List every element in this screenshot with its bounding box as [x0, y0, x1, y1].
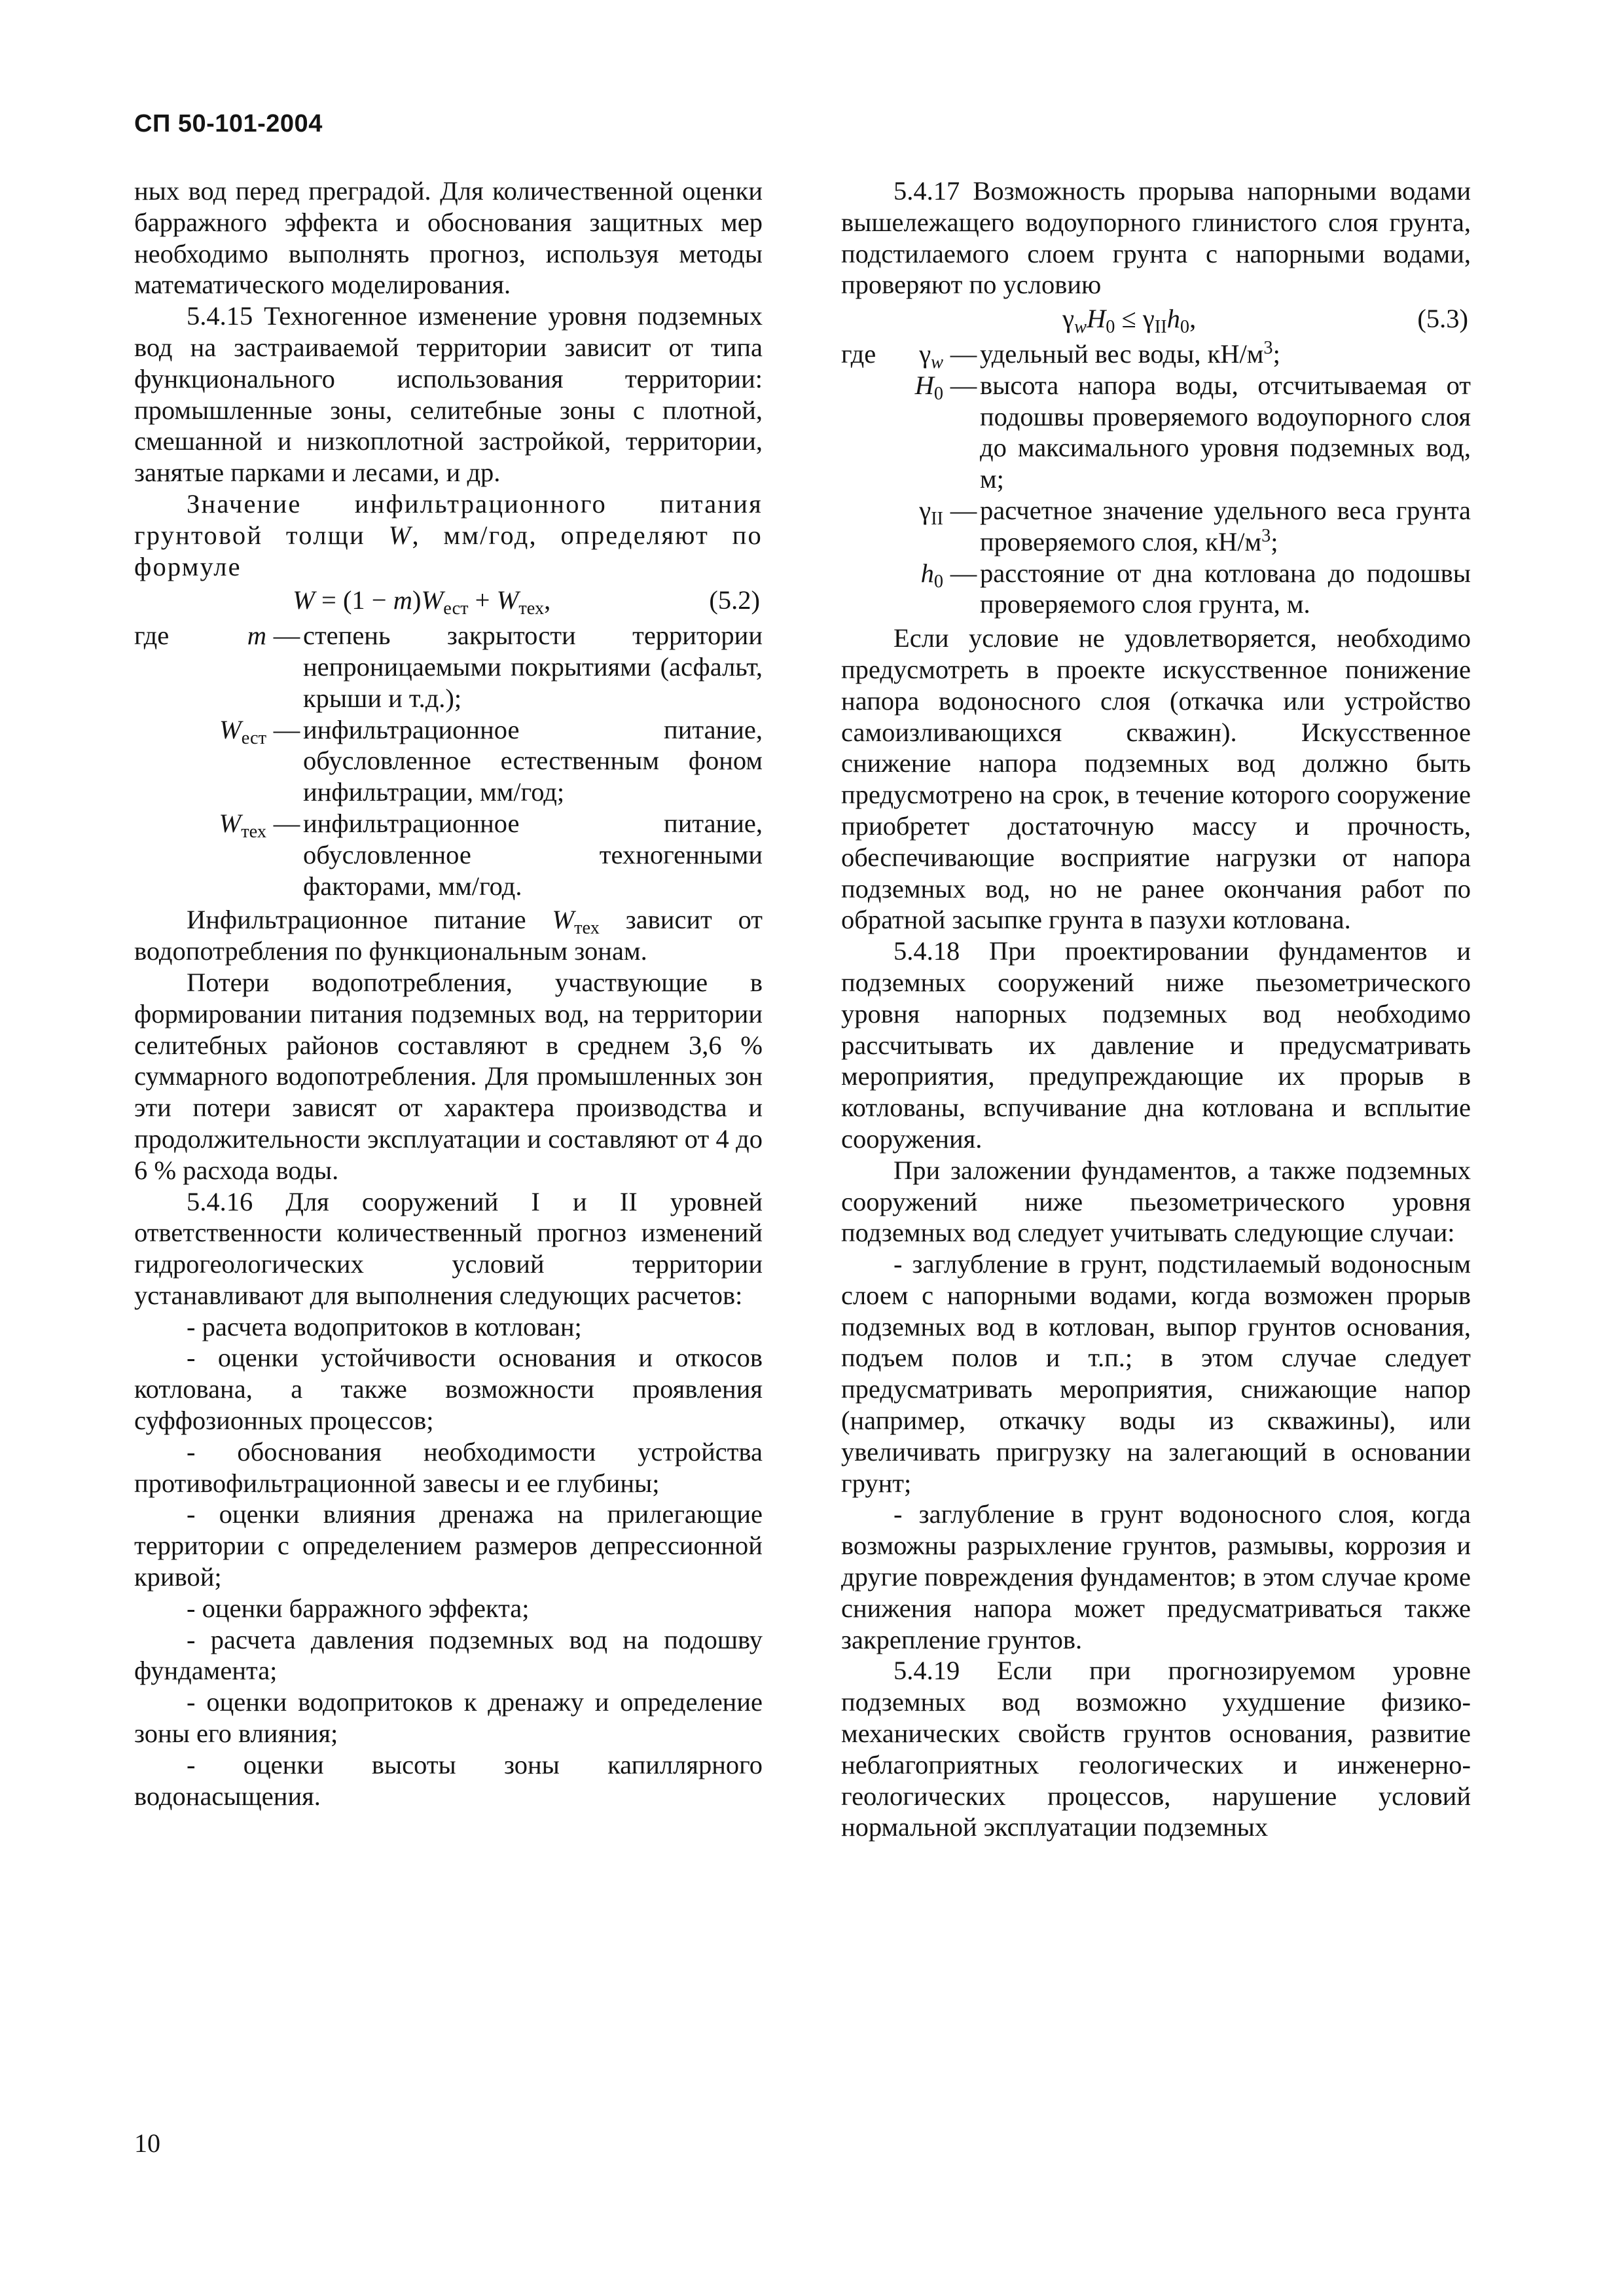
list-item: - расчета давления подземных вод на подошву фундамента; [134, 1624, 763, 1686]
definition-row: $W_{тех}$ — инфильтрационное питание, обусловленное техногенными факторами, мм/год. [219, 808, 763, 901]
list-item: - оценки водопритоков к дренажу и определение зоны его влияния; [134, 1687, 763, 1749]
variable-definitions [841, 338, 1471, 620]
formula-5-2: $W = (1 - m)W_{ест} + W_{тех}$, (5.2) [134, 585, 763, 616]
list-item: - обоснования необходимости устройства противофильтрационной завесы и ее глубины; [134, 1436, 763, 1498]
paragraph-5-4-19: 5.4.19 Если при прогнозируемом уровне подземных вод возможно ухудшение физико-механических свойств грунтов основания, развитие неблагоприятных геологических и инженерно-геологических процессов, нарушение условий нормальной эксплуатации подземных [841, 1656, 1471, 1842]
formula-number: (5.3) [1417, 304, 1468, 334]
definition-row: $H_0$ — высота напора воды, отсчитываемая от подошвы проверяемого водоупорного слоя до максимального уровня подземных вод, м; [914, 370, 1471, 494]
paragraph-5-4-17: 5.4.17 Возможность прорыва напорными водами вышележащего водоупорного глинистого слоя грунта, подстилаемого слоем грунта с напорными водами, проверяют по условию [841, 176, 1471, 300]
list-item: - расчета водопритоков в котлован; [187, 1311, 582, 1341]
paragraph: Инфильтрационное питание $W_{тех}$ зависит от водопотребления по функциональным зонам. [134, 905, 763, 966]
right-column [841, 175, 1471, 1843]
list-item: - заглубление в грунт водоносного слоя, когда возможны разрыхление грунтов, размывы, коррозия и другие повреждения фундаментов; в этом случае кроме снижения напора может предусматриваться также закрепление грунтов. [841, 1499, 1471, 1654]
paragraph: Потери водопотребления, участвующие в формировании питания подземных вод, на территории селитебных районов составляют в среднем 3,6 % суммарного водопотребления. Для промышленных зон эти потери зависят от характера производства и продолжительности эксплуатации и составляют от 4 до 6 % расхода воды. [134, 967, 763, 1185]
list-item: - оценки влияния дренажа на прилегающие территории с определением размеров депрессионной кривой; [134, 1499, 763, 1592]
list-item: - оценки барражного эффекта; [187, 1593, 530, 1623]
paragraph-5-4-16: 5.4.16 Для сооружений I и II уровней ответственности количественный прогноз изменений гидрогеологических условий территории устанавливают для выполнения следующих расчетов: [134, 1186, 763, 1310]
list-item: - оценки устойчивости основания и откосов котлована, а также возможности проявления суффозионных процессов; [134, 1343, 763, 1436]
paragraph: Значение инфильтрационного питания грунтовой толщи W, мм/год, определяют по формуле [134, 488, 763, 581]
formula-5-3: $\gamma_wH_0 \le \gamma_{II}h_0$, (5.3) [841, 303, 1471, 335]
list-item: - оценки высоты зоны капиллярного водонасыщения. [134, 1749, 763, 1811]
left-column [134, 175, 763, 1812]
paragraph: При заложении фундаментов, а также подземных сооружений ниже пьезометрического уровня подземных вод следует учитывать следующие случаи: [841, 1155, 1471, 1248]
list-item: - заглубление в грунт, подстилаемый водоносным слоем с напорными водами, когда возможен прорыв подземных вод в котлован, выпор грунтов основания, подъем полов и т.п.; в этом случае следует предусматривать мероприятия, снижающие напор (например, откачку воды из скважины), или увеличивать пригрузку на залегающий в основании грунт; [841, 1249, 1471, 1498]
paragraph-5-4-15: 5.4.15 Техногенное изменение уровня подземных вод на застраиваемой территории зависит от типа функционального использования территории: промышленные зоны, селитебные зоны с плотной, смешанной и низкоплотной застройкой, территории, занятые парками и лесами, и др. [134, 301, 763, 488]
page-number: 10 [134, 2128, 160, 2158]
paragraph-5-4-18: 5.4.18 При проектировании фундаментов и подземных сооружений ниже пьезометрического уровня напорных подземных вод необходимо рассчитывать их давление и предусматривать мероприятия, предупреждающие их прорыв в котлованы, вспучивание дна котлована и всплытие сооружения. [841, 936, 1471, 1154]
formula-number: (5.2) [709, 585, 760, 615]
document-code: СП 50-101-2004 [134, 110, 323, 137]
definition-row: $h_0$ — расстояние от дна котлована до подошвы проверяемого слоя грунта, м. [920, 558, 1471, 619]
definition-row: $\gamma_{II}$ — расчетное значение удельного веса грунта проверяемого слоя, $кН/м^3$; [919, 495, 1471, 556]
paragraph: Если условие не удовлетворяется, необходимо предусмотреть в проекте искусственное понижение напора водоносного слоя (откачка или устройство самоизливающихся скважин). Искусственное снижение напора подземных вод должно быть предусмотрено на срок, в течение которого сооружение приобретет достаточную массу и прочность, обеспечивающие восприятие нагрузки от напора подземных вод, но не ранее окончания работ по обратной засыпке грунта в пазухи котлована. [841, 623, 1471, 935]
variable-definitions [134, 620, 763, 902]
definition-row: где m — степень закрытости территории непроницаемыми покрытиями (асфальт, крыши и т.д.); [134, 621, 763, 713]
definition-row: где $\gamma_w$ — удельный вес воды, $кН/м^3$; [841, 337, 1280, 373]
paragraph: ных вод перед преградой. Для количественной оценки барражного эффекта и обоснования защитных мер необходимо выполнять прогноз, используя методы математического моделирования. [134, 176, 763, 300]
definition-row: $W_{ест}$ — инфильтрационное питание, обусловленное естественным фоном инфильтрации, мм/год; [219, 714, 763, 807]
